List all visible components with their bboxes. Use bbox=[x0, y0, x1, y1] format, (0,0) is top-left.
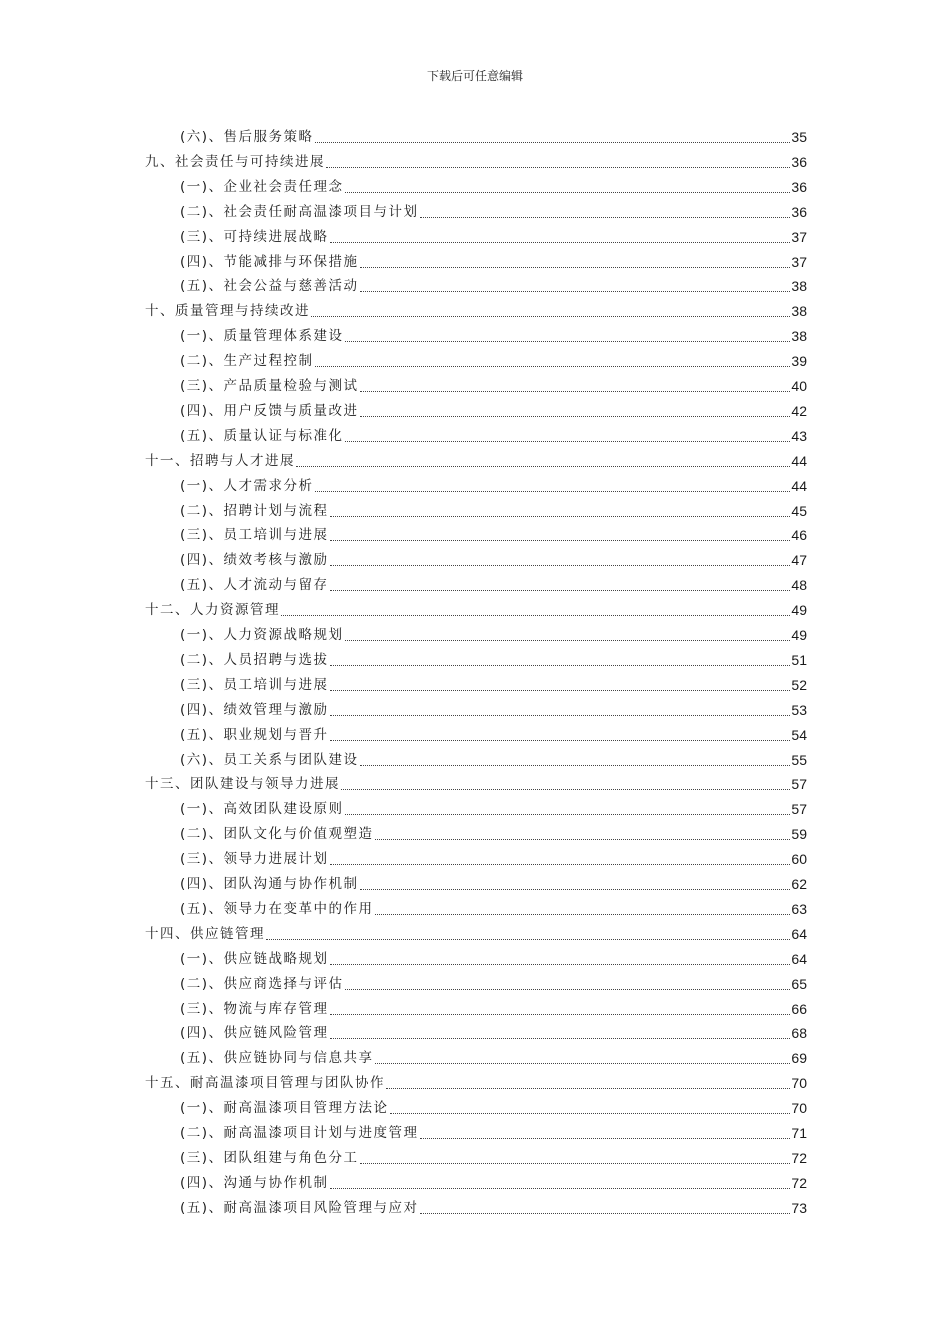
dot-leader bbox=[311, 316, 790, 317]
dot-leader bbox=[420, 217, 791, 218]
toc-section-entry[interactable] bbox=[180, 948, 807, 970]
toc-page-number: 44 bbox=[791, 452, 807, 469]
dot-leader bbox=[330, 590, 791, 591]
dot-leader bbox=[420, 1138, 791, 1139]
toc-entry-title: 十三、团队建设与领导力进展 bbox=[145, 776, 340, 793]
dot-leader bbox=[330, 516, 791, 517]
toc-entry-title: 十二、人力资源管理 bbox=[145, 602, 280, 619]
toc-entry-title: (二)、招聘计划与流程 bbox=[180, 502, 329, 519]
dot-leader bbox=[266, 939, 790, 940]
toc-page-number: 63 bbox=[791, 900, 807, 917]
toc-entry-title: 十四、供应链管理 bbox=[145, 925, 265, 942]
toc-page-number: 69 bbox=[791, 1050, 807, 1067]
dot-leader bbox=[375, 839, 791, 840]
toc-entry-title: (四)、沟通与协作机制 bbox=[180, 1174, 329, 1191]
toc-entry-title: (三)、领导力进展计划 bbox=[180, 851, 329, 868]
dot-leader bbox=[360, 391, 791, 392]
toc-entry-title: 十、质量管理与持续改进 bbox=[145, 303, 310, 320]
toc-page-number: 62 bbox=[791, 876, 807, 892]
toc-section-entry[interactable] bbox=[180, 425, 807, 447]
toc-page-number: 54 bbox=[791, 726, 807, 743]
dot-leader bbox=[420, 1213, 791, 1214]
toc-section-entry[interactable] bbox=[180, 724, 807, 746]
toc-entry-title: (三)、团队组建与角色分工 bbox=[180, 1149, 359, 1166]
dot-leader bbox=[330, 1014, 791, 1015]
dot-leader bbox=[330, 665, 791, 666]
toc-section-entry[interactable] bbox=[180, 126, 807, 148]
toc-section-entry[interactable] bbox=[180, 1122, 807, 1144]
toc-page-number: 51 bbox=[791, 651, 807, 668]
toc-entry-title: (五)、领导力在变革中的作用 bbox=[180, 900, 374, 917]
toc-section-entry[interactable] bbox=[180, 1172, 807, 1194]
dot-leader bbox=[315, 366, 791, 367]
toc-section-entry[interactable] bbox=[180, 848, 807, 870]
toc-page-number: 49 bbox=[791, 602, 807, 619]
toc-section-entry[interactable] bbox=[180, 1097, 807, 1119]
toc-entry-title: (二)、生产过程控制 bbox=[180, 353, 314, 370]
dot-leader bbox=[375, 914, 791, 915]
toc-page-number: 65 bbox=[791, 975, 807, 992]
toc-page-number: 71 bbox=[791, 1125, 807, 1141]
dot-leader bbox=[345, 341, 791, 342]
toc-entry-title: (二)、人员招聘与选拔 bbox=[180, 651, 329, 668]
toc-section-entry[interactable] bbox=[180, 375, 807, 397]
dot-leader bbox=[296, 466, 790, 467]
dot-leader bbox=[315, 491, 791, 492]
dot-leader bbox=[330, 1188, 791, 1189]
toc-entry-title: (六)、售后服务策略 bbox=[180, 129, 314, 145]
toc-entry-title: (三)、物流与库存管理 bbox=[180, 1000, 329, 1017]
toc-section-entry[interactable] bbox=[180, 500, 807, 522]
toc-section-entry[interactable] bbox=[180, 549, 807, 571]
toc-section-entry[interactable] bbox=[180, 1197, 807, 1219]
dot-leader bbox=[330, 715, 791, 716]
toc-chapter-entry[interactable] bbox=[145, 151, 807, 173]
toc-entry-title: (五)、耐高温漆项目风险管理与应对 bbox=[180, 1199, 419, 1216]
dot-leader bbox=[360, 889, 791, 890]
dot-leader bbox=[360, 416, 791, 417]
toc-entry-title: (二)、团队文化与价值观塑造 bbox=[180, 826, 374, 843]
dot-leader bbox=[345, 441, 791, 442]
toc-page-number: 60 bbox=[791, 851, 807, 868]
toc-section-entry[interactable] bbox=[180, 176, 807, 198]
toc-chapter-entry[interactable] bbox=[145, 1072, 807, 1094]
toc-page-number: 38 bbox=[791, 278, 807, 295]
toc-entry-title: (三)、员工培训与进展 bbox=[180, 527, 329, 544]
dot-leader bbox=[390, 1113, 791, 1114]
dot-leader bbox=[326, 167, 790, 168]
toc-entry-title: (六)、员工关系与团队建设 bbox=[180, 751, 359, 768]
toc-page-number: 57 bbox=[791, 776, 807, 793]
toc-section-entry[interactable] bbox=[180, 201, 807, 223]
toc-section-entry[interactable] bbox=[180, 998, 807, 1020]
toc-entry-title: (三)、可持续进展战略 bbox=[180, 228, 329, 245]
dot-leader bbox=[330, 565, 791, 566]
toc-page-number: 73 bbox=[791, 1199, 807, 1216]
dot-leader bbox=[360, 765, 791, 766]
toc-section-entry[interactable] bbox=[180, 699, 807, 721]
dot-leader bbox=[345, 814, 791, 815]
toc-entry-title: (二)、社会责任耐高温漆项目与计划 bbox=[180, 203, 419, 220]
page-header: 下载后可任意编辑 bbox=[426, 69, 523, 83]
toc-entry-title: (五)、人才流动与留存 bbox=[180, 577, 329, 594]
dot-leader bbox=[330, 1038, 791, 1039]
toc-entry-title: (二)、供应商选择与评估 bbox=[180, 975, 344, 992]
toc-entry-title: (五)、职业规划与晋升 bbox=[180, 726, 329, 743]
toc-entry-title: (四)、绩效管理与激励 bbox=[180, 701, 329, 718]
toc-entry-title: (四)、节能减排与环保措施 bbox=[180, 253, 359, 270]
toc-page-number: 70 bbox=[791, 1100, 807, 1117]
dot-leader bbox=[330, 740, 791, 741]
toc-section-entry[interactable] bbox=[180, 574, 807, 596]
dot-leader bbox=[345, 989, 791, 990]
toc-page-number: 36 bbox=[791, 203, 807, 220]
toc-page-number: 68 bbox=[791, 1025, 807, 1042]
dot-leader bbox=[330, 864, 791, 865]
dot-leader bbox=[345, 192, 791, 193]
toc-entry-title: (一)、质量管理体系建设 bbox=[180, 328, 344, 345]
toc-section-entry[interactable] bbox=[180, 749, 807, 771]
toc-entry-title: (一)、人力资源战略规划 bbox=[180, 627, 344, 643]
toc-entry-title: (三)、产品质量检验与测试 bbox=[180, 378, 359, 394]
toc-entry-title: (一)、企业社会责任理念 bbox=[180, 178, 344, 195]
toc-chapter-entry[interactable] bbox=[145, 599, 807, 621]
toc-page-number: 59 bbox=[791, 826, 807, 843]
toc-page-number: 43 bbox=[791, 427, 807, 444]
toc-entry-title: (一)、高效团队建设原则 bbox=[180, 801, 344, 818]
dot-leader bbox=[375, 1063, 791, 1064]
toc-chapter-entry[interactable] bbox=[145, 450, 807, 472]
toc-page-number: 42 bbox=[791, 402, 807, 419]
toc-section-entry[interactable] bbox=[180, 1022, 807, 1044]
toc-page-number: 38 bbox=[791, 303, 807, 320]
toc-page-number: 45 bbox=[791, 502, 807, 519]
toc-page-number: 35 bbox=[791, 129, 807, 145]
toc-page-number: 66 bbox=[791, 1000, 807, 1017]
toc-section-entry[interactable] bbox=[180, 1047, 807, 1069]
toc-page-number: 72 bbox=[791, 1149, 807, 1166]
toc-chapter-entry[interactable] bbox=[145, 300, 807, 322]
toc-entry-title: (一)、供应链战略规划 bbox=[180, 950, 329, 967]
toc-page-number: 39 bbox=[791, 353, 807, 370]
toc-section-entry[interactable] bbox=[180, 1147, 807, 1169]
toc-entry-title: (三)、员工培训与进展 bbox=[180, 676, 329, 693]
toc-section-entry[interactable] bbox=[180, 350, 807, 372]
dot-leader bbox=[330, 242, 791, 243]
toc-entry-title: (二)、耐高温漆项目计划与进度管理 bbox=[180, 1125, 419, 1141]
toc-entry-title: (五)、供应链协同与信息共享 bbox=[180, 1050, 374, 1067]
dot-leader bbox=[281, 615, 790, 616]
toc-page-number: 72 bbox=[791, 1174, 807, 1191]
toc-section-entry[interactable] bbox=[180, 275, 807, 297]
dot-leader bbox=[330, 964, 791, 965]
toc-chapter-entry[interactable] bbox=[145, 773, 807, 795]
dot-leader bbox=[360, 1163, 791, 1164]
toc-entry-title: (五)、社会公益与慈善活动 bbox=[180, 278, 359, 295]
toc-page-number: 53 bbox=[791, 701, 807, 718]
toc-section-entry[interactable] bbox=[180, 524, 807, 546]
dot-leader bbox=[315, 142, 791, 143]
toc-page-number: 70 bbox=[791, 1075, 807, 1092]
dot-leader bbox=[330, 690, 791, 691]
toc-page-number: 36 bbox=[791, 178, 807, 195]
toc-page-number: 64 bbox=[791, 950, 807, 967]
toc-page-number: 55 bbox=[791, 751, 807, 768]
toc-page-number: 48 bbox=[791, 577, 807, 594]
dot-leader bbox=[345, 640, 791, 641]
toc-section-entry[interactable] bbox=[180, 898, 807, 920]
toc-entry-title: 九、社会责任与可持续进展 bbox=[145, 153, 325, 170]
dot-leader bbox=[360, 267, 791, 268]
toc-page-number: 37 bbox=[791, 253, 807, 270]
toc-section-entry[interactable] bbox=[180, 475, 807, 497]
toc-section-entry[interactable] bbox=[180, 624, 807, 646]
dot-leader bbox=[330, 540, 791, 541]
toc-page-number: 38 bbox=[791, 328, 807, 345]
toc-page-number: 46 bbox=[791, 527, 807, 544]
toc-section-entry[interactable] bbox=[180, 649, 807, 671]
toc-entry-title: 十五、耐高温漆项目管理与团队协作 bbox=[145, 1075, 385, 1092]
toc-entry-title: (四)、用户反馈与质量改进 bbox=[180, 402, 359, 419]
toc-page-number: 40 bbox=[791, 378, 807, 394]
toc-entry-title: 十一、招聘与人才进展 bbox=[145, 452, 295, 469]
toc-entry-title: (四)、团队沟通与协作机制 bbox=[180, 876, 359, 892]
dot-leader bbox=[360, 291, 791, 292]
toc-page-number: 36 bbox=[791, 153, 807, 170]
dot-leader bbox=[341, 789, 790, 790]
dot-leader bbox=[386, 1088, 790, 1089]
toc-chapter-entry[interactable] bbox=[145, 923, 807, 945]
toc-section-entry[interactable] bbox=[180, 823, 807, 845]
toc-entry-title: (五)、质量认证与标准化 bbox=[180, 427, 344, 444]
toc-section-entry[interactable] bbox=[180, 798, 807, 820]
toc-entry-title: (四)、绩效考核与激励 bbox=[180, 552, 329, 569]
toc-page-number: 64 bbox=[791, 925, 807, 942]
toc-section-entry[interactable] bbox=[180, 251, 807, 273]
toc-page-number: 37 bbox=[791, 228, 807, 245]
toc-page-number: 57 bbox=[791, 801, 807, 818]
toc-entry-title: (一)、耐高温漆项目管理方法论 bbox=[180, 1100, 389, 1117]
toc-section-entry[interactable] bbox=[180, 674, 807, 696]
toc-entry-title: (四)、供应链风险管理 bbox=[180, 1025, 329, 1042]
toc-section-entry[interactable] bbox=[180, 873, 807, 895]
toc-page-number: 44 bbox=[791, 477, 807, 494]
toc-section-entry[interactable] bbox=[180, 400, 807, 422]
toc-section-entry[interactable] bbox=[180, 973, 807, 995]
toc-entry-title: (一)、人才需求分析 bbox=[180, 477, 314, 494]
toc-page-number: 52 bbox=[791, 676, 807, 693]
toc-page-number: 47 bbox=[791, 552, 807, 569]
toc-page-number: 49 bbox=[791, 627, 807, 643]
toc-section-entry[interactable] bbox=[180, 325, 807, 347]
toc-section-entry[interactable] bbox=[180, 226, 807, 248]
